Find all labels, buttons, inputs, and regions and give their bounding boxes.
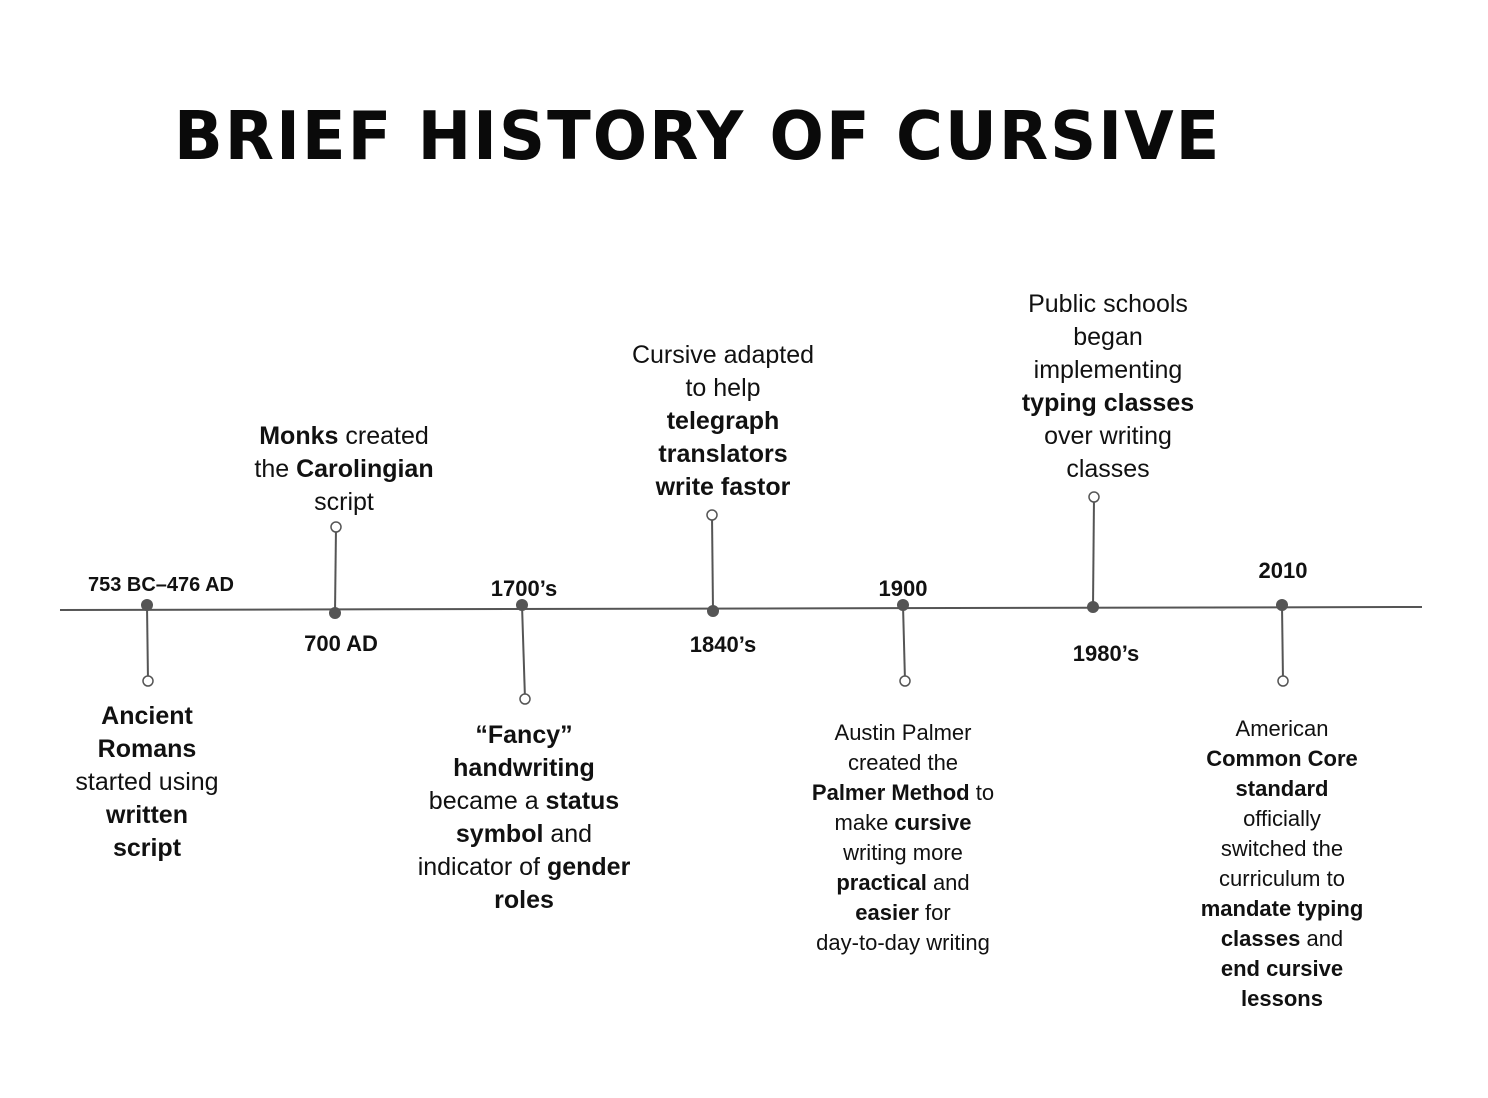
bold-text: cursive: [894, 810, 972, 835]
connector-line-1: [335, 527, 336, 613]
description-line: [1022, 288, 1194, 321]
bold-text: classes: [1220, 926, 1301, 951]
description-line: [75, 733, 218, 766]
connector-end-circle-2: [520, 694, 530, 704]
connector-end-circle-1: [331, 522, 341, 532]
description-line: [1201, 924, 1364, 954]
description-line: [75, 700, 218, 733]
event-description-5: [1022, 288, 1194, 486]
connector-line-4: [903, 605, 905, 681]
description-line: [418, 752, 631, 785]
description-line: [632, 471, 814, 504]
bold-text: script: [112, 834, 182, 862]
event-description-0: [75, 700, 218, 865]
bold-text: Carolingian: [296, 455, 434, 483]
description-line: [1201, 834, 1364, 864]
text-run: and: [1300, 926, 1344, 951]
bold-text: roles: [494, 886, 554, 914]
text-run: script: [314, 488, 374, 516]
page-title: BRIEF HISTORY OF CURSIVE: [174, 98, 1222, 176]
description-line: [632, 405, 814, 438]
event-date-1: 700 AD: [304, 631, 378, 656]
text-run: Public schools: [1028, 290, 1188, 318]
description-line: [1201, 804, 1364, 834]
description-line: [1022, 453, 1194, 486]
text-run: Austin Palmer: [834, 720, 972, 745]
connector-end-circle-4: [900, 676, 910, 686]
event-description-3: [632, 339, 814, 504]
text-run: classes: [1066, 455, 1150, 483]
bold-text: gender: [546, 853, 631, 881]
event-description-2: [418, 719, 631, 917]
connector-end-circle-0: [143, 676, 153, 686]
timeline-axis: [60, 607, 1422, 610]
text-run: to: [969, 780, 995, 805]
text-run: implementing: [1033, 356, 1183, 384]
event-description-1: [254, 420, 433, 519]
bold-text: Romans: [97, 735, 197, 763]
bold-text: Monks: [259, 422, 339, 450]
text-run: American: [1235, 716, 1329, 741]
event-date-0: 753 BC–476 AD: [87, 574, 235, 596]
description-line: [254, 486, 433, 519]
event-description-4: [812, 718, 994, 958]
text-run: became a: [428, 787, 546, 815]
description-line: [1022, 354, 1194, 387]
description-line: [1022, 321, 1194, 354]
description-line: [1201, 984, 1364, 1014]
bold-text: practical: [836, 870, 927, 895]
text-run: switched the: [1220, 836, 1344, 861]
description-line: [632, 372, 814, 405]
bold-text: status: [545, 787, 620, 815]
bold-text: telegraph: [666, 407, 780, 435]
description-line: [812, 808, 994, 838]
description-line: [812, 898, 994, 928]
description-line: [812, 778, 994, 808]
text-run: officially: [1243, 806, 1321, 831]
description-line: [812, 868, 994, 898]
text-run: and: [926, 870, 970, 895]
text-run: started using: [75, 768, 219, 796]
bold-text: mandate typing: [1200, 896, 1364, 921]
bold-text: translators: [658, 440, 788, 468]
event-date-3: 1840’s: [689, 632, 757, 657]
timeline-dot-3: [707, 605, 719, 617]
text-run: day-to-day writing: [816, 930, 990, 955]
description-line: [418, 719, 631, 752]
text-run: created: [338, 422, 429, 450]
timeline-dot-6: [1276, 599, 1288, 611]
description-line: [812, 928, 994, 958]
text-run: Cursive adapted: [631, 341, 815, 369]
bold-text: standard: [1235, 776, 1329, 801]
description-line: [1022, 387, 1194, 420]
event-date-6: 2010: [1258, 558, 1308, 583]
connector-line-6: [1282, 605, 1283, 681]
event-date-2: 1700’s: [490, 576, 558, 601]
description-line: [1201, 774, 1364, 804]
description-line: [418, 785, 631, 818]
description-line: [1022, 420, 1194, 453]
bold-text: typing classes: [1021, 389, 1195, 417]
description-line: [75, 766, 218, 799]
bold-text: handwriting: [453, 754, 595, 782]
text-run: writing more: [843, 840, 963, 865]
event-description-6: [1201, 714, 1364, 1014]
bold-text: end cursive: [1220, 956, 1344, 981]
connector-end-circle-3: [707, 510, 717, 520]
event-date-5: 1980’s: [1072, 641, 1140, 666]
bold-text: Ancient: [101, 702, 193, 730]
text-run: indicator of: [417, 853, 547, 881]
text-run: curriculum to: [1219, 866, 1345, 891]
text-run: created the: [847, 750, 959, 775]
connector-line-0: [147, 605, 148, 681]
description-line: [418, 851, 631, 884]
description-line: [1201, 744, 1364, 774]
description-line: [1201, 714, 1364, 744]
description-line: [75, 832, 218, 865]
bold-text: Common Core: [1206, 746, 1358, 771]
bold-text: “Fancy”: [475, 721, 573, 749]
description-line: [812, 748, 994, 778]
description-line: [1201, 864, 1364, 894]
text-run: the: [254, 455, 297, 483]
description-line: [75, 799, 218, 832]
description-line: [632, 339, 814, 372]
text-run: for: [918, 900, 951, 925]
bold-text: Palmer Method: [811, 780, 970, 805]
description-line: [254, 453, 433, 486]
description-line: [1201, 894, 1364, 924]
timeline-dot-5: [1087, 601, 1099, 613]
timeline-dot-0: [141, 599, 153, 611]
text-run: make: [834, 810, 895, 835]
description-line: [632, 438, 814, 471]
connector-end-circle-6: [1278, 676, 1288, 686]
description-line: [1201, 954, 1364, 984]
text-run: began: [1073, 323, 1143, 351]
text-run: to help: [685, 374, 761, 402]
description-line: [254, 420, 433, 453]
event-date-4: 1900: [878, 576, 928, 601]
bold-text: easier: [855, 900, 919, 925]
text-run: over writing: [1044, 422, 1172, 450]
timeline-dot-1: [329, 607, 341, 619]
bold-text: lessons: [1241, 986, 1323, 1011]
bold-text: written: [106, 801, 188, 829]
description-line: [812, 838, 994, 868]
connector-line-5: [1093, 497, 1094, 607]
description-line: [812, 718, 994, 748]
connector-end-circle-5: [1089, 492, 1099, 502]
connector-line-3: [712, 515, 713, 611]
description-line: [418, 818, 631, 851]
connector-line-2: [522, 605, 525, 699]
description-line: [418, 884, 631, 917]
bold-text: write fastor: [655, 473, 791, 501]
text-run: and: [543, 820, 593, 848]
bold-text: symbol: [455, 820, 544, 848]
